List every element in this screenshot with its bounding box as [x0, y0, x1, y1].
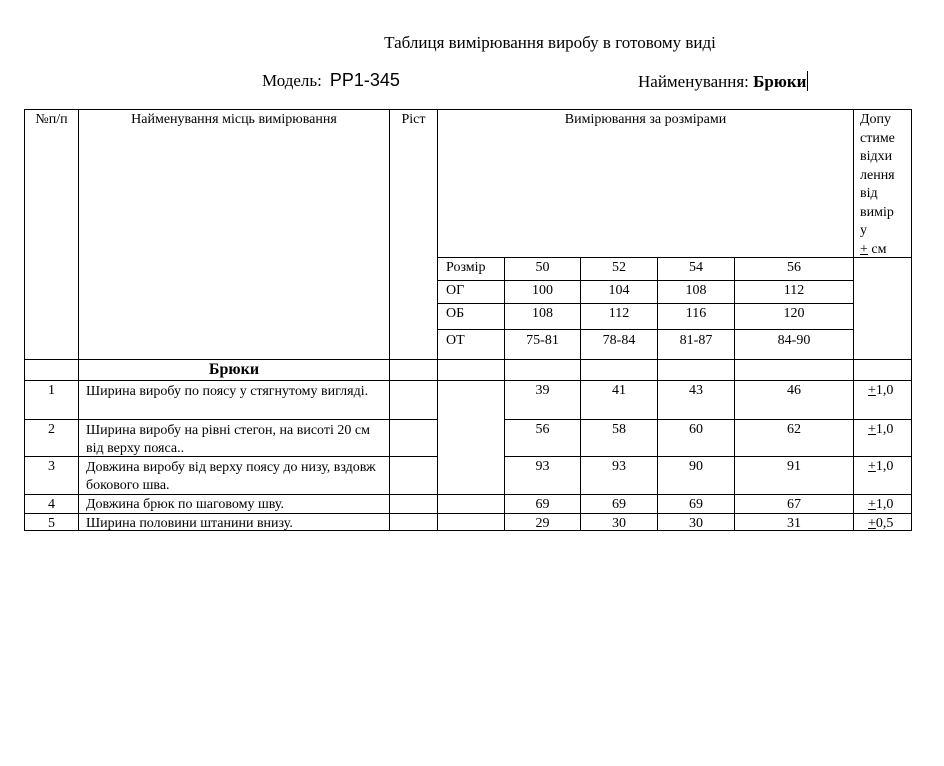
size-param-value: 108 [685, 283, 707, 298]
measurement-value: 56 [535, 422, 550, 437]
name-label: Найменування: [638, 72, 749, 91]
measurement-name: Ширина виробу на рівні стегон, на висоті 20 см від верху пояса.. [86, 423, 370, 456]
tolerance-header-line: стиме [860, 130, 895, 146]
row-number: 4 [48, 497, 55, 512]
size-param-value: 112 [608, 306, 630, 321]
tolerance-unit: см [867, 241, 887, 257]
plus-minus-sign: + [868, 497, 876, 512]
measurement-value: 60 [689, 422, 703, 437]
size-param-value: 100 [532, 283, 553, 298]
size-param-value: 75-81 [526, 333, 559, 348]
row-number: 5 [48, 516, 55, 531]
size-param-label: ОТ [446, 333, 465, 348]
measurement-value: 69 [535, 497, 550, 512]
size-param-label: Розмір [446, 260, 486, 275]
tolerance-header-line: від [860, 186, 878, 201]
plus-minus-sign: + [868, 459, 876, 474]
size-param-value: 116 [685, 306, 707, 321]
tolerance-header-line: відхи [860, 149, 893, 164]
size-param-value: 120 [783, 306, 805, 321]
name-value: Брюки [753, 72, 807, 91]
measurement-value: 62 [787, 422, 801, 437]
measurement-name: Довжина брюк по шаговому шву. [86, 497, 285, 512]
plus-minus-sign: + [868, 422, 876, 437]
measurement-value: 91 [787, 459, 801, 474]
size-param-value: 104 [608, 283, 630, 298]
header-measurement-place: Найменування місць вимірювання [131, 112, 337, 127]
tolerance-number: 1,0 [875, 383, 894, 398]
plus-minus-sign: + [868, 383, 876, 398]
tolerance-number: 1,0 [875, 459, 894, 474]
measurement-value: 41 [612, 383, 626, 398]
measurement-name: Довжина виробу від верху поясу до низу, вздовж бокового шва. [86, 460, 376, 493]
tolerance-value [868, 382, 912, 400]
measurement-value: 69 [689, 497, 703, 512]
model-line [262, 70, 400, 91]
name-line [638, 71, 808, 92]
measurement-value: 31 [787, 516, 801, 531]
measurement-value: 39 [535, 383, 550, 398]
size-param-value: 54 [689, 260, 703, 275]
measurement-value: 90 [689, 459, 703, 474]
tolerance-header-line: Допу [860, 112, 892, 127]
tolerance-number: 0,5 [875, 516, 894, 531]
measurement-name: Ширина половини штанини внизу. [86, 516, 293, 531]
tolerance-header-line: лення [860, 167, 895, 183]
tolerance-header-line: вимір [860, 204, 894, 220]
measurement-value: 30 [689, 516, 703, 531]
tolerance-header-line: у [860, 223, 867, 238]
row-number: 1 [48, 383, 55, 398]
measurement-value: 93 [535, 459, 550, 474]
size-param-value: 52 [612, 260, 626, 275]
size-param-value: 84-90 [777, 333, 811, 348]
size-param-value: 50 [535, 260, 550, 275]
size-param-label: ОБ [446, 306, 465, 321]
tolerance-value [868, 496, 912, 514]
header-tolerance [860, 111, 912, 259]
measurement-value: 58 [612, 422, 626, 437]
plus-minus-sign: + [860, 241, 868, 257]
measurement-value: 67 [787, 497, 801, 512]
header-sizes: Вимірювання за розмірами [564, 112, 727, 127]
measurement-value: 43 [689, 383, 703, 398]
tolerance-number: 1,0 [875, 422, 894, 437]
model-label: Модель: [262, 71, 322, 90]
measurement-value: 29 [535, 516, 550, 531]
plus-minus-sign: + [868, 516, 876, 531]
measurement-value: 69 [612, 497, 626, 512]
tolerance-value [868, 458, 912, 476]
size-param-value: 78-84 [602, 333, 636, 348]
row-number: 2 [48, 422, 55, 437]
header-number: №п/п [35, 112, 68, 127]
measurement-value: 46 [787, 383, 801, 398]
measurement-value: 30 [612, 516, 626, 531]
tolerance-value [868, 515, 912, 533]
model-code: РР1-345 [329, 70, 400, 90]
header-growth: Ріст [401, 112, 426, 127]
size-param-label: ОГ [446, 283, 465, 298]
document-title: Таблиця вимірювання виробу в готовому виді [384, 33, 716, 52]
section-title: Брюки [208, 361, 260, 378]
tolerance-value [868, 421, 912, 439]
text-cursor [807, 71, 808, 91]
size-param-value: 108 [532, 306, 553, 321]
measurement-value: 93 [612, 459, 626, 474]
row-number: 3 [48, 459, 55, 474]
measurement-name: Ширина виробу по поясу у стягнутому вигляді. [86, 384, 369, 399]
tolerance-header-unit [860, 241, 912, 260]
tolerance-number: 1,0 [875, 497, 894, 512]
size-param-value: 112 [783, 283, 805, 298]
size-param-value: 56 [787, 260, 801, 275]
size-param-value: 81-87 [679, 333, 713, 348]
